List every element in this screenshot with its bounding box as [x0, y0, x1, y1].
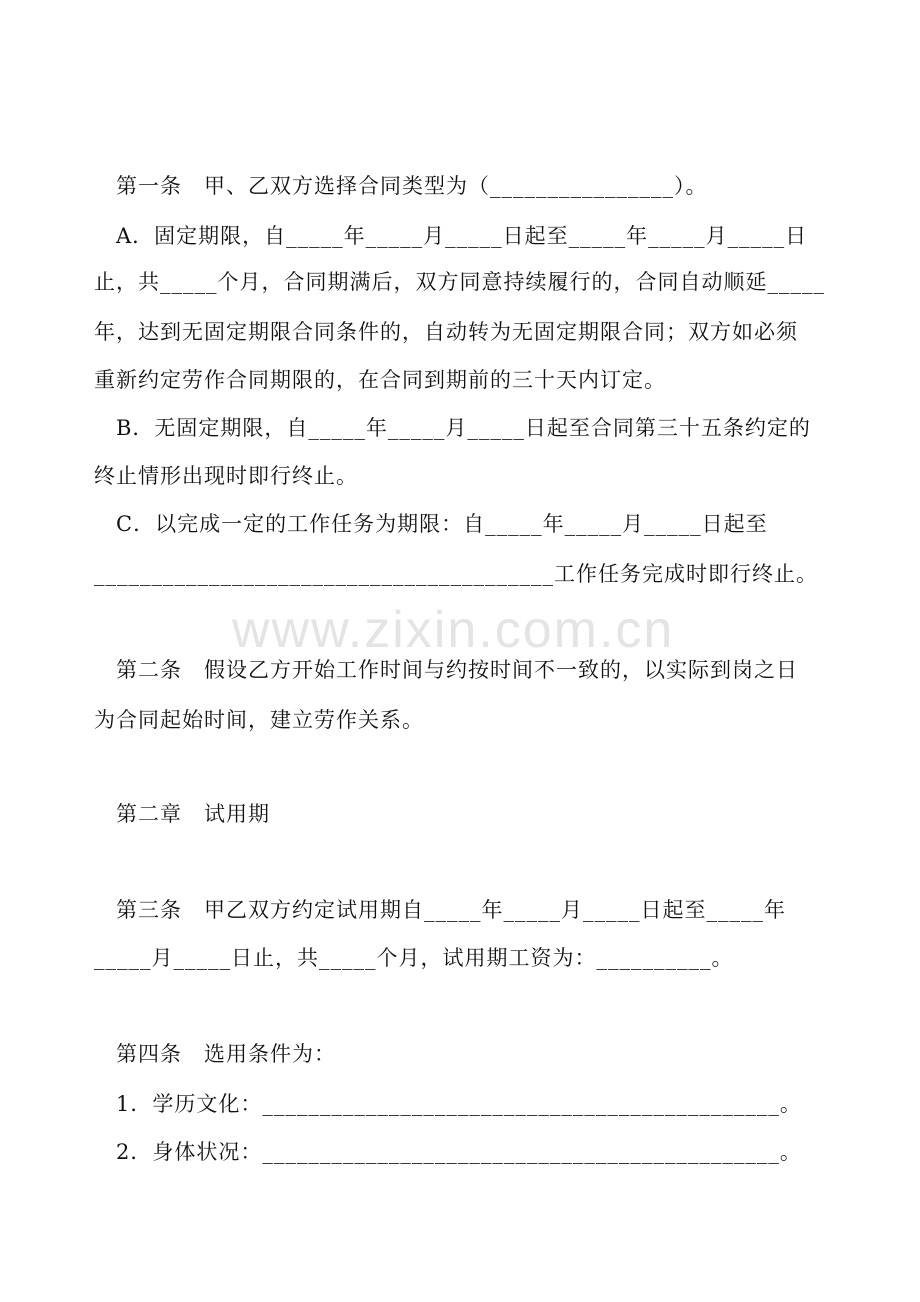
article-3-line-1: 第三条 甲乙双方约定试用期自_____年_____月_____日起至_____年 — [116, 898, 786, 922]
article-1-option-b-line-2: 终止情形出现时即行终止。 — [94, 464, 358, 488]
article-3-line-2: _____月_____日止，共_____个月，试用期工资为：__________。 — [94, 946, 734, 970]
article-1-title: 第一条 甲、乙双方选择合同类型为（________________）。 — [116, 174, 708, 198]
article-4-title: 第四条 选用条件为： — [116, 1042, 336, 1066]
article-4-item-2: 2．身体状况：_____________________________________________。 — [116, 1140, 802, 1164]
article-2-line-1: 第二条 假设乙方开始工作时间与约按时间不一致的，以实际到岗之日 — [116, 658, 798, 682]
article-1-option-c-line-2: ________________________________________工作任务完成时即行终止。 — [94, 562, 818, 586]
article-1-option-a-line-1: A．固定期限，自_____年_____月_____日起至_____年_____月_____日 — [116, 224, 808, 248]
article-1-option-c-line-1: C．以完成一定的工作任务为期限：自_____年_____月_____日起至 — [116, 512, 768, 536]
article-1-option-a-line-2: 止，共_____个月，合同期满后，双方同意持续履行的，合同自动顺延_____ — [94, 270, 825, 294]
article-1-option-a-line-3: 年，达到无固定期限合同条件的，自动转为无固定期限合同；双方如必须 — [94, 320, 798, 344]
watermark: www.zixin.com.cn — [232, 601, 675, 659]
article-1-option-a-line-4: 重新约定劳作合同期限的，在合同到期前的三十天内订定。 — [94, 368, 666, 392]
article-2-line-2: 为合同起始时间，建立劳作关系。 — [94, 708, 424, 732]
article-1-option-b-line-1: B．无固定期限，自_____年_____月_____日起至合同第三十五条约定的 — [116, 416, 811, 440]
article-4-item-1: 1．学历文化：_____________________________________________。 — [116, 1092, 802, 1116]
chapter-2-title: 第二章 试用期 — [116, 802, 270, 826]
